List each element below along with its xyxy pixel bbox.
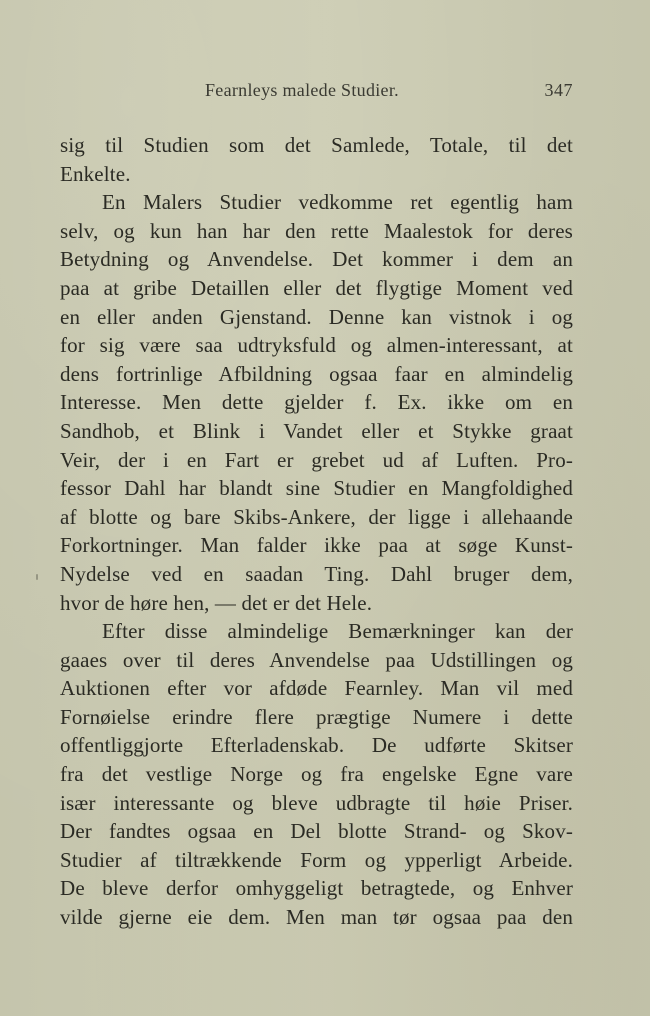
- text-line: for sig være saa udtryksfuld og almen-interessant, at: [60, 333, 573, 358]
- running-title: Fearnleys malede Studier.: [205, 80, 399, 100]
- text-line: En Malers Studier vedkomme ret egentlig ham: [102, 190, 573, 215]
- text-line: Interesse. Men dette gjelder f. Ex. ikke om en: [60, 390, 573, 415]
- text-line: dens fortrinlige Afbildning ogsaa faar en almindelig: [60, 361, 573, 386]
- text-line: Veir, der i en Fart er grebet ud af Luften. Pro-: [60, 447, 573, 472]
- running-head: [60, 80, 573, 104]
- text-line: af blotte og bare Skibs-Ankere, der ligge i allehaande: [60, 504, 573, 529]
- text-line: sig til Studien som det Samlede, Totale, til det: [60, 133, 573, 157]
- text-line: især interessante og bleve udbragte til høie Priser.: [60, 790, 573, 815]
- text-line: Forkortninger. Man falder ikke paa at søge Kunst-: [60, 533, 573, 558]
- text-line: Fornøielse erindre flere prægtige Numere i dette: [60, 704, 573, 729]
- text-line: offentliggjorte Efterladenskab. De udførte Skitser: [60, 733, 573, 758]
- text-line: Nydelse ved en saadan Ting. Dahl bruger dem,: [60, 561, 573, 586]
- text-line: Auktionen efter vor afdøde Fearnley. Man vil med: [60, 676, 573, 701]
- text-line: Betydning og Anvendelse. Det kommer i dem an: [60, 247, 573, 272]
- page-number: 347: [544, 80, 573, 100]
- text-line: vilde gjerne eie dem. Men man tør ogsaa paa den: [60, 905, 573, 930]
- text-line: De bleve derfor omhyggeligt betragtede, og Enhver: [60, 876, 573, 901]
- text-line: Efter disse almindelige Bemærkninger kan der: [102, 619, 573, 644]
- text-line: Enkelte.: [60, 161, 131, 186]
- text-line: paa at gribe Detaillen eller det flygtige Moment ved: [60, 275, 573, 300]
- text-line: Studier af tiltrækkende Form og ypperligt Arbeide.: [60, 847, 573, 872]
- text-line: en eller anden Gjenstand. Denne kan vistnok i og: [60, 304, 573, 329]
- text-line: selv, og kun han har den rette Maalestok for deres: [60, 218, 573, 243]
- text-line: Der fandtes ogsaa en Del blotte Strand- og Skov-: [60, 819, 573, 844]
- body-text: [60, 131, 573, 932]
- text-line: fra det vestlige Norge og fra engelske Egne vare: [60, 762, 573, 787]
- margin-mark: [36, 574, 38, 580]
- text-line: hvor de høre hen, — det er det Hele.: [60, 590, 373, 615]
- text-line: Sandhob, et Blink i Vandet eller et Stykke graat: [60, 418, 573, 443]
- text-line: gaaes over til deres Anvendelse paa Udstillingen og: [60, 647, 573, 672]
- text-line: fessor Dahl har blandt sine Studier en Mangfoldighed: [60, 476, 573, 501]
